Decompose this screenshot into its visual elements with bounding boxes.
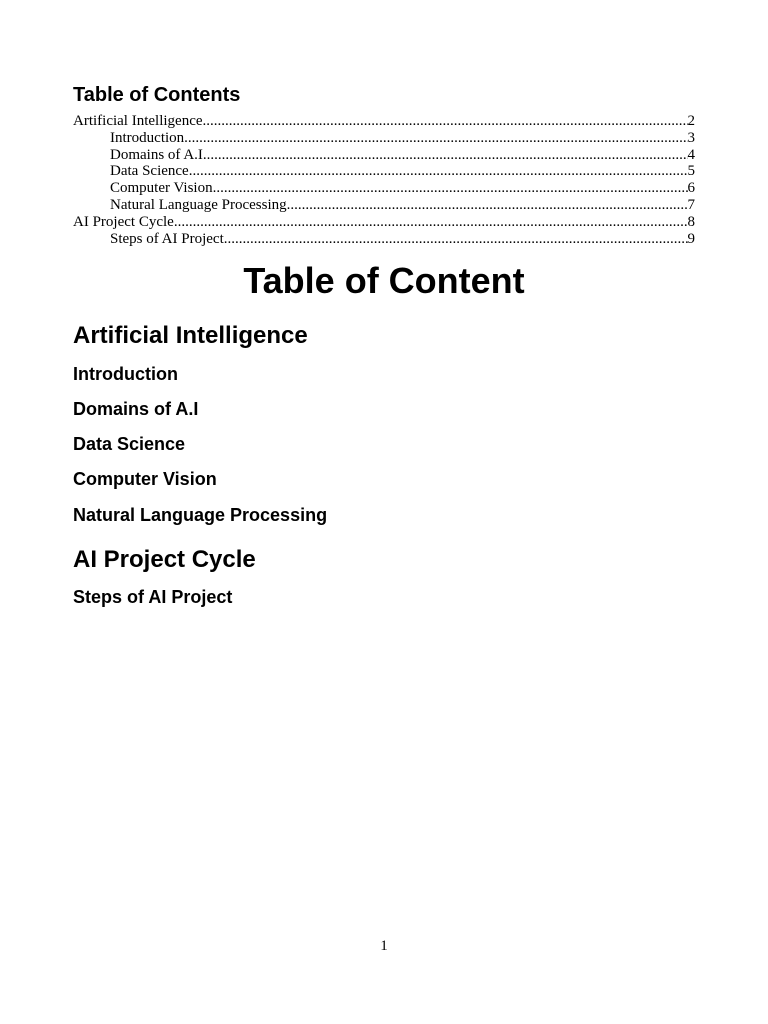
toc-entry-data-science[interactable] <box>73 163 695 180</box>
heading-domains-of-ai: Domains of A.I <box>73 399 199 419</box>
document-title: Table of Content <box>243 260 525 301</box>
heading-introduction: Introduction <box>73 364 178 384</box>
heading-ai-project-cycle: AI Project Cycle <box>73 546 256 573</box>
toc-entry-text: Computer Vision <box>110 180 213 197</box>
toc-leader-dots <box>184 130 687 147</box>
toc-entry-natural-language-processing[interactable] <box>73 197 695 214</box>
toc-entry-text: Domains of A.I <box>110 146 203 163</box>
toc-entry-page: 2 <box>687 113 695 129</box>
toc-entry-artificial-intelligence[interactable] <box>73 113 695 130</box>
toc-entry-page: 8 <box>687 213 695 230</box>
heading-artificial-intelligence: Artificial Intelligence <box>73 322 308 349</box>
heading-natural-language-processing: Natural Language Processing <box>73 505 328 525</box>
toc-entry-page: 6 <box>687 180 695 197</box>
heading-computer-vision: Computer Vision <box>73 469 217 489</box>
toc-entry-page: 3 <box>687 129 695 146</box>
toc-entry-page: 5 <box>687 163 695 180</box>
toc-heading: Table of Contents <box>73 84 241 106</box>
toc-entry-text: Introduction <box>110 129 185 146</box>
toc-leader-dots <box>213 180 688 197</box>
toc-entry-steps-of-ai-project[interactable] <box>73 231 695 248</box>
toc-leader-dots <box>203 147 688 164</box>
toc-entry-text: Natural Language Processing <box>110 196 287 213</box>
toc-entry-page: 4 <box>687 146 695 163</box>
toc-entry-text: Steps of AI Project <box>110 230 224 247</box>
heading-steps-of-ai-project: Steps of AI Project <box>73 587 233 607</box>
toc-entry-computer-vision[interactable] <box>73 180 695 197</box>
toc-leader-dots <box>224 231 688 248</box>
heading-data-science: Data Science <box>73 434 186 454</box>
toc-leader-dots <box>287 197 688 214</box>
toc-entry-text: Artificial Intelligence <box>73 113 203 129</box>
toc-entry-introduction[interactable] <box>73 130 695 147</box>
table-of-contents <box>73 113 695 247</box>
toc-entry-domains-of-ai[interactable] <box>73 147 695 164</box>
toc-entry-ai-project-cycle[interactable] <box>73 214 695 231</box>
toc-entry-page: 9 <box>687 230 695 247</box>
toc-leader-dots <box>189 163 688 180</box>
toc-entry-text: Data Science <box>110 163 189 180</box>
page-number: 1 <box>380 938 388 954</box>
toc-leader-dots <box>174 214 688 231</box>
toc-entry-text: AI Project Cycle <box>73 213 174 230</box>
toc-entry-page: 7 <box>687 196 695 213</box>
toc-leader-dots <box>203 113 688 130</box>
